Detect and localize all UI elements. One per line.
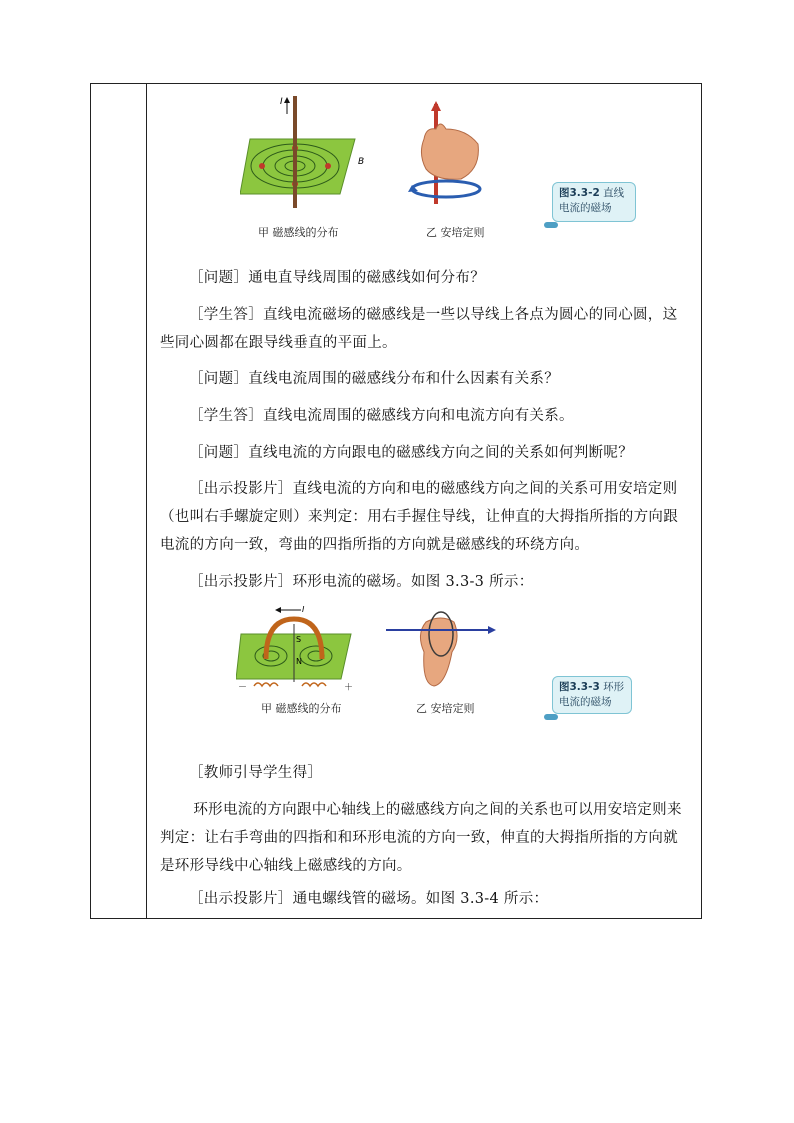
paragraph-slide-1: ［出示投影片］直线电流的方向和电的磁感线方向之间的关系可用安培定则（也叫右手螺旋定则）来判定：用右手握住导线，让伸直的大拇指所指的方向跟电流的方向一致，弯曲的四指所指的方向就是磁感线的环绕方向。 (160, 481, 678, 553)
figure2-caption-a: 甲 磁感线的分布 (261, 702, 342, 715)
paragraph-answer-1: ［学生答］直线电流磁场的磁感线是一些以导线上各点为圆心的同心圆，这些同心圆都在跟导线垂直的平面上。 (160, 307, 678, 351)
circular-current-field-illustration (236, 604, 356, 694)
current-symbol: I (280, 97, 283, 107)
figure1-caption-b: 乙 安培定则 (426, 226, 485, 239)
figure-3-3-3 (148, 604, 703, 739)
figure1-label-tab (544, 222, 558, 228)
field-symbol: B (358, 157, 365, 167)
paragraph-slide-3: ［出示投影片］通电螺线管的磁场。如图 3.3-4 所示： (189, 891, 549, 907)
figure1-label (552, 182, 636, 222)
paragraph-question-3: ［问题］直线电流的方向跟电的磁感线方向之间的关系如何判断呢？ (189, 445, 633, 461)
paragraph-question-1: ［问题］通电直导线周围的磁感线如何分布？ (189, 270, 485, 286)
table-left-column (91, 84, 147, 918)
paragraph-question-2: ［问题］直线电流周围的磁感线分布和什么因素有关系？ (189, 371, 559, 387)
pole-n: N (296, 657, 302, 666)
figure2-label-text-2: 电流的磁场 (559, 696, 612, 708)
table-content-cell (148, 84, 701, 918)
figure-3-3-2 (148, 84, 703, 249)
paragraph-conclusion: 环形电流的方向跟中心轴线上的磁感线方向之间的关系也可以用安培定则来判定：让右手弯曲的四指和和环形电流的方向一致，伸直的大拇指所指的方向就是环形导线中心轴线上磁感线的方向。 (160, 802, 682, 874)
figure2-caption-b: 乙 安培定则 (416, 702, 475, 715)
figure2-label-tab (544, 714, 558, 720)
figure2-current-symbol: I (302, 605, 305, 614)
straight-wire-field-illustration (240, 94, 380, 214)
figure1-label-text-1: 直线 (603, 187, 625, 199)
paragraph-answer-2: ［学生答］直线电流周围的磁感线方向和电流方向有关系。 (189, 408, 574, 424)
minus-sign: － (238, 683, 248, 693)
figure2-number: 图3.3-3 (559, 681, 600, 693)
figure2-label-text-1: 环形 (603, 681, 625, 693)
paragraph-teacher-guide: ［教师引导学生得］ (189, 765, 323, 781)
figure2-label (552, 676, 632, 714)
lesson-table (90, 83, 702, 919)
paragraph-slide-2: ［出示投影片］环形电流的磁场。如图 3.3-3 所示： (189, 574, 534, 590)
figure1-label-text-2: 电流的磁场 (559, 202, 612, 214)
figure1-caption-a: 甲 磁感线的分布 (258, 226, 339, 239)
pole-s: S (296, 635, 302, 644)
circular-right-hand-rule-illustration (386, 604, 496, 694)
figure1-number: 图3.3-2 (559, 187, 600, 199)
plus-sign: ＋ (344, 683, 354, 693)
right-hand-rule-illustration (406, 99, 496, 219)
